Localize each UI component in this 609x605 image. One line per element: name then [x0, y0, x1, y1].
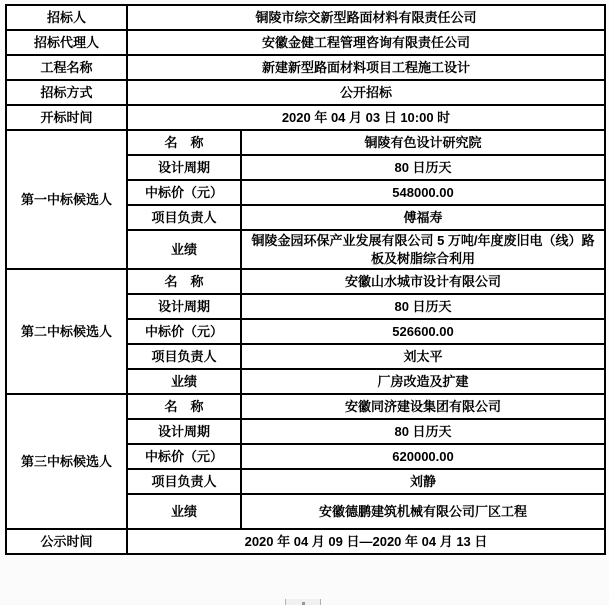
field-value: 厂房改造及扩建: [241, 369, 605, 394]
info-row-value: 2020 年 04 月 09 日—2020 年 04 月 13 日: [127, 529, 605, 554]
field-label: 名 称: [127, 394, 241, 419]
field-value: 刘太平: [241, 344, 605, 369]
field-value: 安徽山水城市设计有限公司: [241, 269, 605, 294]
field-label: 业绩: [127, 230, 241, 269]
field-label: 业绩: [127, 494, 241, 529]
info-row-label: 开标时间: [6, 105, 127, 130]
info-row-label: 工程名称: [6, 55, 127, 80]
info-row-value: 公开招标: [127, 80, 605, 105]
candidate-group-label: 第二中标候选人: [6, 269, 127, 394]
table-row: [6, 80, 605, 105]
table-row: [6, 130, 605, 155]
info-row-value: 新建新型路面材料项目工程施工设计: [127, 55, 605, 80]
field-value: 刘静: [241, 469, 605, 494]
table-row: [6, 269, 605, 294]
field-value: 548000.00: [241, 180, 605, 205]
field-label: 业绩: [127, 369, 241, 394]
table-row: [6, 529, 605, 554]
field-label: 设计周期: [127, 419, 241, 444]
field-value: 安徽德鹏建筑机械有限公司厂区工程: [241, 494, 605, 529]
field-label: 设计周期: [127, 294, 241, 319]
candidate-group-label: 第三中标候选人: [6, 394, 127, 529]
field-label: 中标价（元）: [127, 180, 241, 205]
field-label: 项目负责人: [127, 469, 241, 494]
info-row-value: 铜陵市综交新型路面材料有限责任公司: [127, 5, 605, 30]
info-row-label: 招标人: [6, 5, 127, 30]
field-value: 傅福寿: [241, 205, 605, 230]
field-label: 设计周期: [127, 155, 241, 180]
field-value: 铜陵金园环保产业发展有限公司 5 万吨/年度废旧电（线）路板及树脂综合利用: [241, 230, 605, 269]
info-row-label: 公示时间: [6, 529, 127, 554]
field-label: 项目负责人: [127, 205, 241, 230]
table-row: [6, 30, 605, 55]
field-label: 名 称: [127, 269, 241, 294]
field-label: 项目负责人: [127, 344, 241, 369]
info-row-label: 招标代理人: [6, 30, 127, 55]
table-row: [6, 394, 605, 419]
table-row: [6, 55, 605, 80]
field-label: 中标价（元）: [127, 444, 241, 469]
field-value: 安徽同济建设集团有限公司: [241, 394, 605, 419]
field-value: 620000.00: [241, 444, 605, 469]
field-label: 中标价（元）: [127, 319, 241, 344]
field-value: 铜陵有色设计研究院: [241, 130, 605, 155]
field-label: 名 称: [127, 130, 241, 155]
info-row-label: 招标方式: [6, 80, 127, 105]
table-row: [6, 5, 605, 30]
bid-result-table: [5, 4, 606, 555]
field-value: 526600.00: [241, 319, 605, 344]
info-row-value: 2020 年 04 月 03 日 10:00 时: [127, 105, 605, 130]
field-value: 80 日历天: [241, 155, 605, 180]
table-row: [6, 105, 605, 130]
field-value: 80 日历天: [241, 419, 605, 444]
scrollbar-fragment[interactable]: [285, 599, 321, 605]
info-row-value: 安徽金健工程管理咨询有限责任公司: [127, 30, 605, 55]
field-value: 80 日历天: [241, 294, 605, 319]
candidate-group-label: 第一中标候选人: [6, 130, 127, 269]
